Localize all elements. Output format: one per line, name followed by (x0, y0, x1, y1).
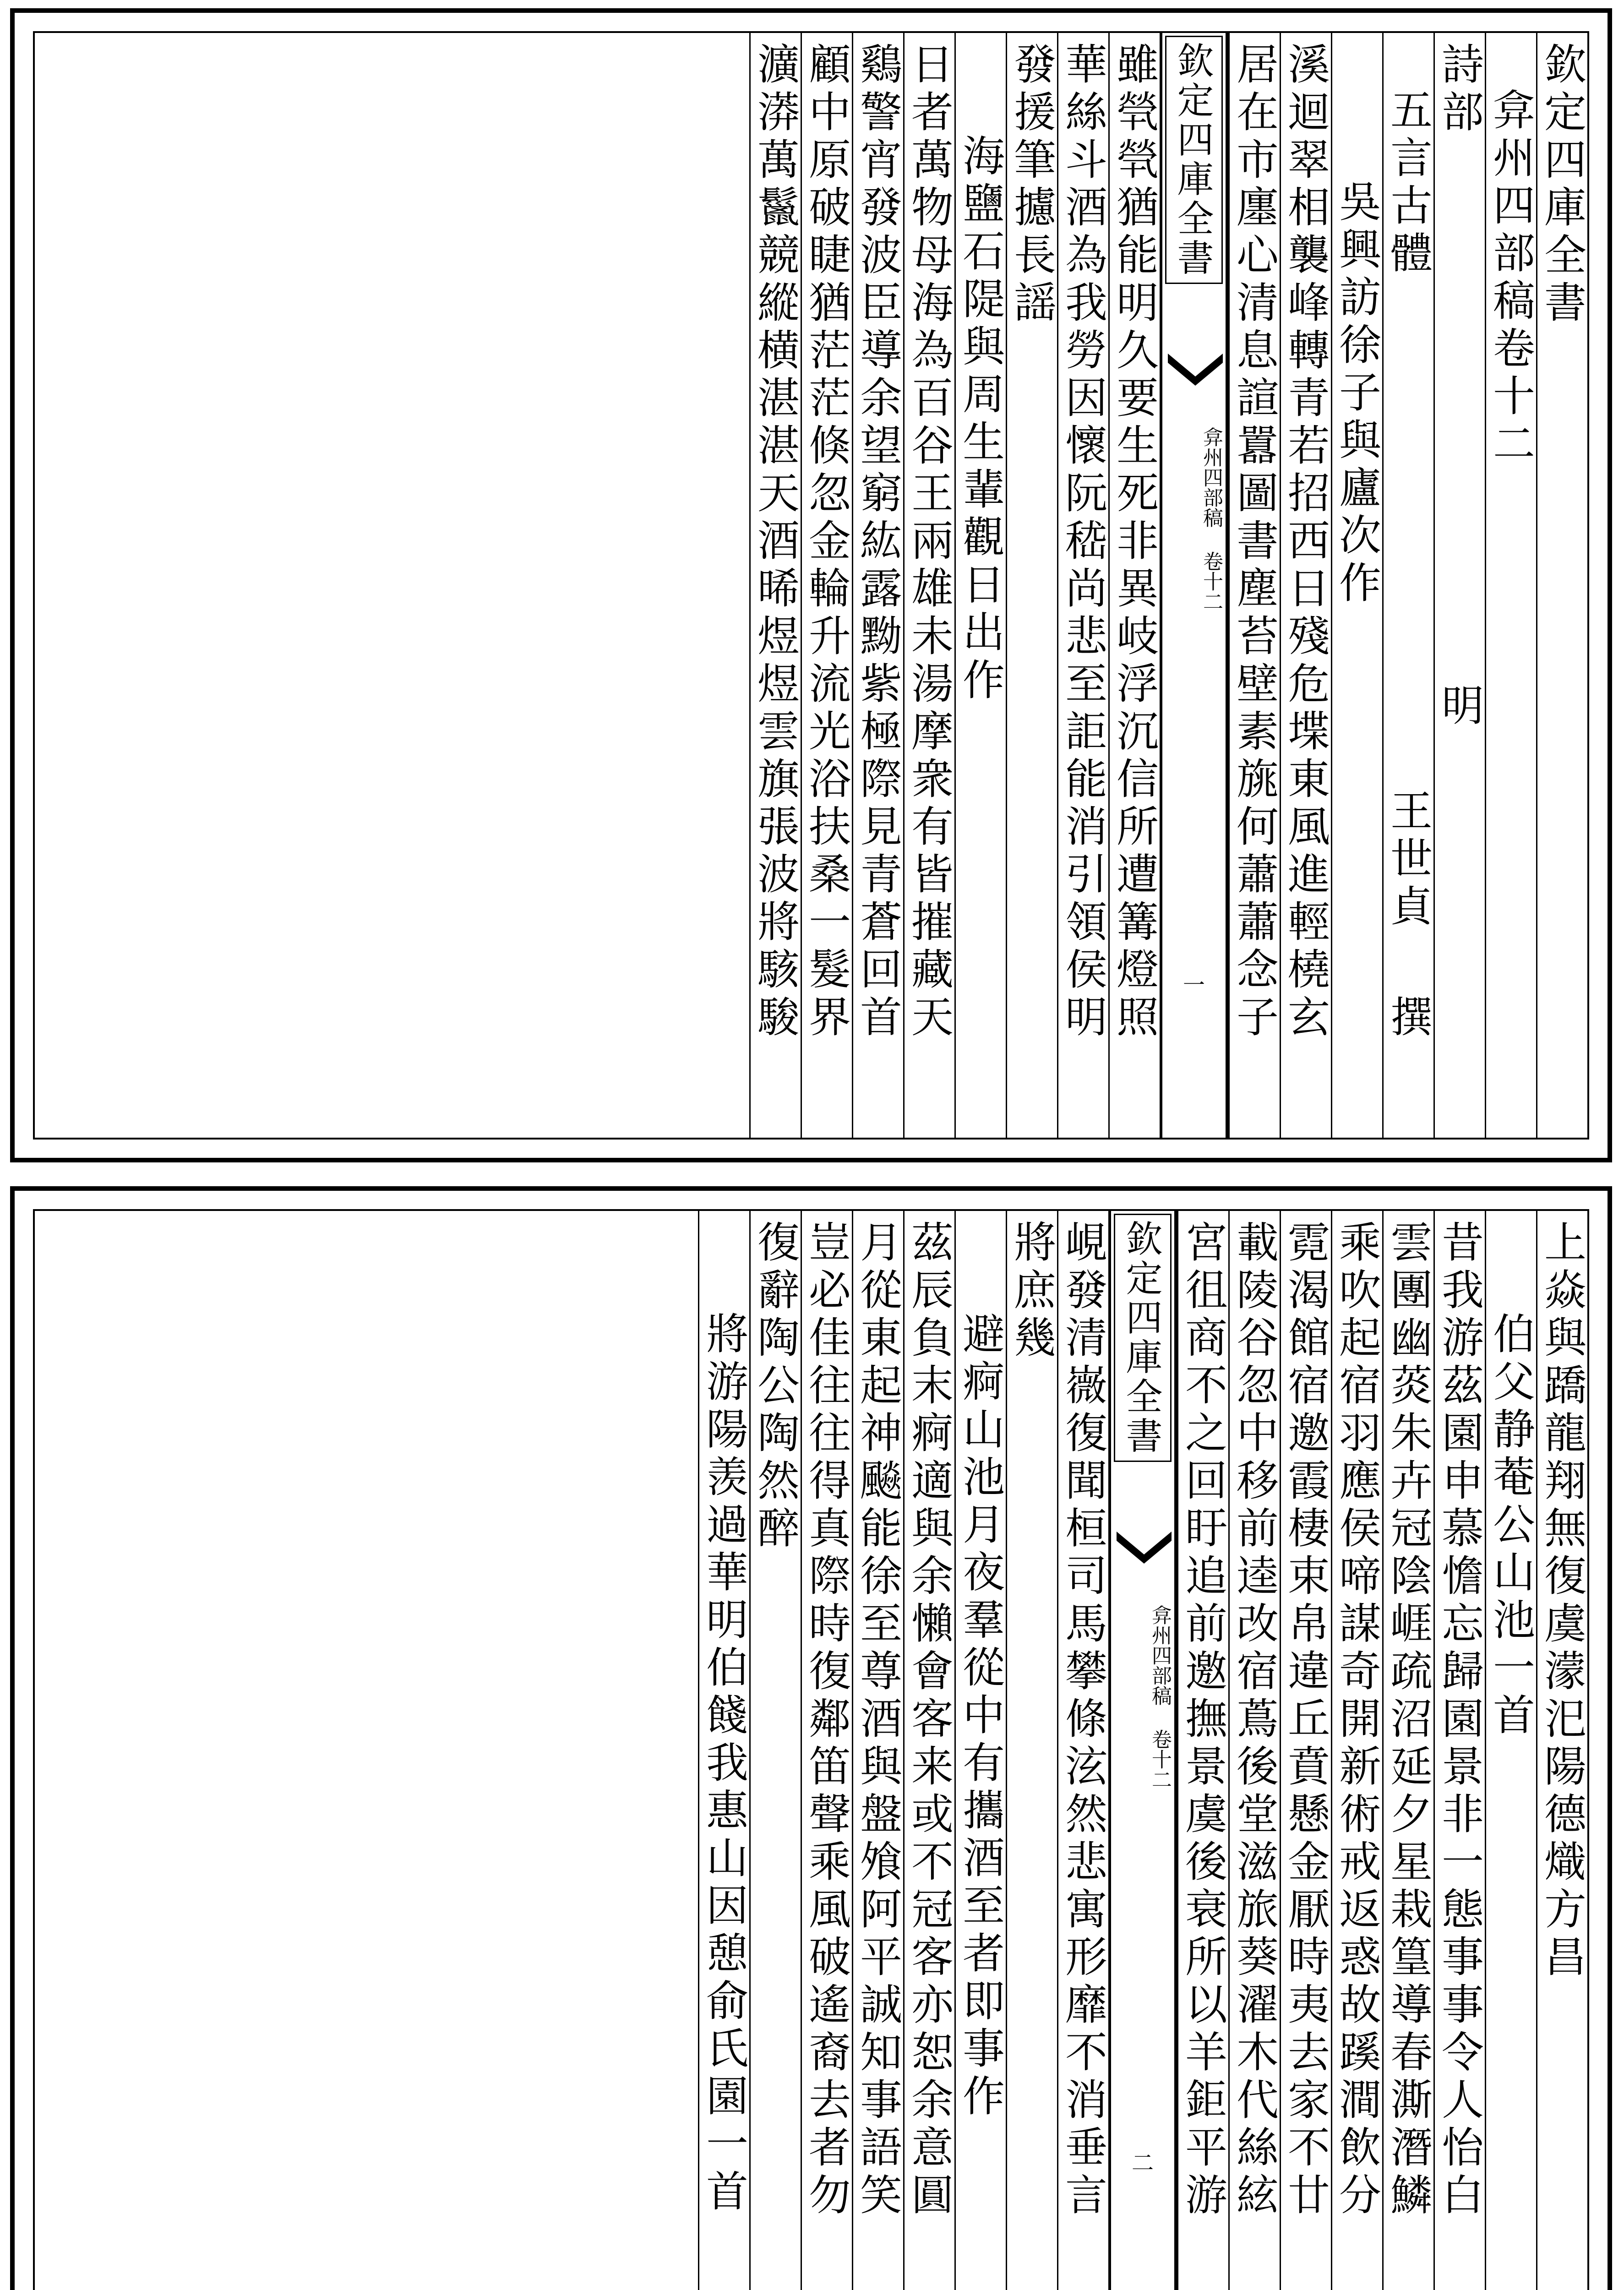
text-column (749, 1211, 801, 2290)
text-column (1382, 1211, 1433, 2290)
poem-line: 華絲斗酒為我勞因懷阮嵇尚悲至詎能消引領侯明 (1058, 42, 1107, 1042)
page-frame (33, 31, 1589, 1140)
poem-line: 載陵谷忽中移前逵改宿蔦後堂滋旅葵濯木代絲絃 (1230, 1220, 1279, 2220)
text-column (1280, 33, 1331, 1138)
poem-line: 月從東起神飈能徐至尊酒與盤飧阿平誠知事語笑 (853, 1220, 902, 2220)
text-column (749, 33, 801, 1138)
text-column (1331, 1211, 1382, 2290)
volume-title: 弇州四部稿卷十二 (1486, 88, 1535, 469)
center-strip (1160, 33, 1228, 1138)
text-column (801, 1211, 852, 2290)
poem-title: 將游陽羡過華明伯餞我惠山因憩俞氏園一首 (699, 1312, 748, 2217)
author-role: 撰 (1384, 995, 1433, 1042)
text-column (1057, 1211, 1108, 2290)
center-title: 欽定四庫全書 (1165, 36, 1223, 284)
page-number: 二 (1131, 2150, 1154, 2176)
header-column (1536, 33, 1587, 1138)
poem-line: 顧中原破睫猶茫茫倏忽金輪升流光浴扶桑一髮界 (802, 42, 851, 1042)
poem-line: 居在市廛心清息諠囂圖書塵苔壁素旐何蕭蕭念子 (1230, 42, 1279, 1042)
text-column (1228, 1211, 1280, 2290)
center-title: 欽定四庫全書 (1114, 1214, 1172, 1462)
poem-line: 雖煢煢猶能明久要生死非異岐浮沉信所遭篝燈照 (1110, 42, 1159, 1042)
text-column (1006, 33, 1057, 1138)
poem-title: 伯父静菴公山池一首 (1486, 1312, 1535, 1740)
text-column (1057, 33, 1108, 1138)
poem-line: 峴發清嶶復聞桓司馬攀條泫然悲寓形靡不消垂言 (1058, 1220, 1107, 2220)
author-name: 王世貞 (1384, 789, 1433, 932)
section-column (1433, 33, 1485, 1138)
poem-title: 吳興訪徐子與廬次作 (1332, 180, 1381, 608)
genre-title: 五言古體 (1384, 88, 1433, 278)
text-column (1177, 1211, 1228, 2290)
page-frame (33, 1209, 1589, 2290)
poem-line: 復辭陶公陶然醉 (751, 1220, 800, 1554)
poem-line: 霓渴館宿邀霞棲束帛違丘賁懸金厭時夷去家不廿 (1281, 1220, 1330, 2220)
page-bottom (10, 1186, 1612, 2290)
genre-column (1382, 33, 1433, 1138)
poem-title: 避痾山池月夜羣從中有攜酒至者即事作 (956, 1312, 1005, 2121)
section-title: 詩部 (1435, 42, 1484, 137)
poem-line: 將庶幾 (1007, 1220, 1056, 1363)
text-column (1280, 1211, 1331, 2290)
page-top (10, 8, 1612, 1162)
page-number: 一 (1183, 972, 1205, 998)
center-subtitle: 弇州四部稿 卷十二 (1148, 1605, 1172, 1789)
poem-line: 發援筆攄長謡 (1007, 42, 1056, 328)
poem-line: 溪迴翠相襲峰轉青若招西日殘危堞東風進輕橈玄 (1281, 42, 1330, 1042)
text-column (1536, 1211, 1587, 2290)
text-column (954, 1211, 1006, 2290)
poem-line: 鷄警宵發波臣導余望窮紘露黝紫極際見青蒼回首 (853, 42, 902, 1042)
text-column (698, 1211, 749, 2290)
text-column (852, 1211, 903, 2290)
text-column (801, 33, 852, 1138)
text-column (903, 1211, 954, 2290)
volume-title-column (1485, 33, 1536, 1138)
poem-line: 乘吹起宿羽應侯啼謀奇開新術戒返惑故蹊澗飲分 (1332, 1220, 1381, 2220)
poem-line: 雲團幽菼朱卉冠陰崕疏沼延夕星栽篁導春澌潛鱗 (1384, 1220, 1433, 2220)
fish-tail-mark-icon (1117, 1532, 1172, 1587)
dynasty-label: 明 (1435, 683, 1484, 731)
poem-line: 日者萬物母海為百谷王兩雄未湯摩衆有皆摧藏天 (905, 42, 954, 1042)
text-column (1228, 33, 1280, 1138)
text-column (903, 33, 954, 1138)
poem-title: 海鹽石隄與周生輩觀日出作 (956, 134, 1005, 705)
fish-tail-mark-icon (1168, 354, 1223, 409)
header-text: 欽定四庫全書 (1537, 42, 1586, 328)
poem-line: 上焱與蹻龍翔無復虞濛汜陽德熾方昌 (1537, 1220, 1586, 1982)
center-strip (1108, 1211, 1177, 2290)
poem-line: 宮徂商不之回盱追前邀撫景虞後衰所以羊鉅平游 (1178, 1220, 1227, 2220)
text-column (954, 33, 1006, 1138)
text-column (852, 33, 903, 1138)
text-column (1006, 1211, 1057, 2290)
center-subtitle: 弇州四部稿 卷十二 (1199, 427, 1223, 611)
poem-line: 瀇漭萬鬣競縱横湛湛天酒晞煜煜雲旗張波將駭駿 (751, 42, 800, 1042)
poem-line: 茲辰負末痾適與余懶會客来或不冠客亦恕余意圓 (905, 1220, 954, 2220)
text-column (1485, 1211, 1536, 2290)
text-column (1331, 33, 1382, 1138)
text-column (1433, 1211, 1485, 2290)
text-column (1108, 33, 1160, 1138)
poem-line: 豈必佳往往得真際時復鄰笛聲乘風破遙裔去者勿 (802, 1220, 851, 2220)
poem-line: 昔我游茲園申慕憺忘歸園景非一態事事令人怡白 (1435, 1220, 1484, 2220)
